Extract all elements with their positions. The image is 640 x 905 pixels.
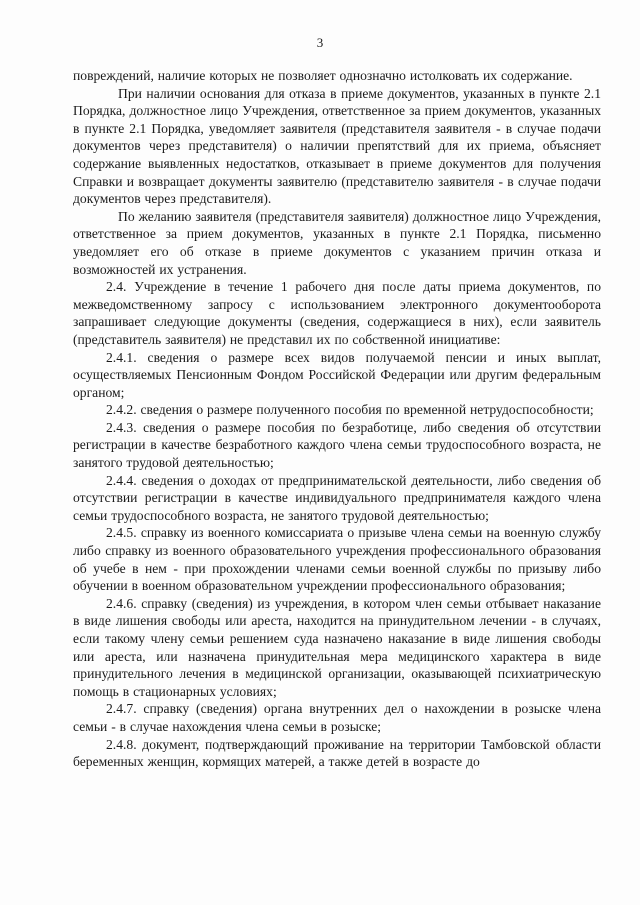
paragraph-2-4: 2.4. Учреждение в течение 1 рабочего дня после даты приема документов, по межведомственному запросу с использованием электронного документооборота запрашивает следующие документы (сведения, содержащиеся в них), если заявитель (представитель заявителя) не представил их по собственной инициативе: bbox=[73, 279, 601, 347]
paragraph-2-4-6: 2.4.6. справку (сведения) из учреждения, в котором член семьи отбывает наказание в виде лишения свободы или ареста, находится на принудительном лечении - в случаях, если такому члену семьи решением суда назначено наказание в виде лишения свободы или ареста, или назначена принудительная мера медицинского характера в виде принудительного лечения в медицинской организации, оказывающей психиатрическую помощь в стационарных условиях; bbox=[73, 595, 601, 699]
paragraph-refusal-grounds: При наличии основания для отказа в приеме документов, указанных в пункте 2.1 Порядка, должностное лицо Учреждения, ответственное за прием документов, указанных в пункте 2.1 Порядка, уведомляет заявителя (представителя заявителя - в случае подачи документов через представителя) о наличии препятствий для их приема, объясняет содержание выявленных недостатков, отказывает в приеме документов для получения Справки и возвращает документы заявителю (представителю заявителя - в случае подачи документов через представителя). bbox=[73, 85, 601, 207]
paragraph-2-4-8: 2.4.8. документ, подтверждающий проживание на территории Тамбовской области беременных женщин, кормящих матерей, а также детей в возрасте до bbox=[73, 736, 601, 770]
paragraph-2-4-5: 2.4.5. справку из военного комиссариата о призыве члена семьи на военную службу либо справку из военного образовательного учреждения профессионального образования об учебе в нем - при прохождении членами семьи военной службы по призыву либо обучении в военном образовательном учреждении профессионального образования; bbox=[73, 525, 601, 594]
paragraph-written-notice: По желанию заявителя (представителя заявителя) должностное лицо Учреждения, ответственное за прием документов, указанных в пункте 2.1 Порядка, письменно уведомляет его об отказе в приеме документов с указанием причин отказа и возможностей их устранения. bbox=[73, 208, 601, 277]
document-body bbox=[73, 67, 601, 771]
paragraph-2-4-3: 2.4.3. сведения о размере пособия по безработице, либо сведения об отсутствии регистрации в качестве безработного каждого члена семьи трудоспособного возраста, не занятого трудовой деятельностью; bbox=[73, 419, 601, 471]
paragraph-2-4-7: 2.4.7. справку (сведения) органа внутренних дел о нахождении в розыске члена семьи - в случае нахождения члена семьи в розыске; bbox=[73, 701, 601, 734]
paragraph-2-4-2: 2.4.2. сведения о размере полученного пособия по временной нетрудоспособности; bbox=[106, 402, 594, 418]
page-number: 3 bbox=[316, 35, 324, 50]
paragraph-2-4-4: 2.4.4. сведения о доходах от предпринимательской деятельности, либо сведения об отсутствии регистрации в качестве индивидуального предпринимателя каждого члена семьи трудоспособного возраста, не занятого трудовой деятельностью; bbox=[73, 472, 601, 523]
paragraph-2-4-1: 2.4.1. сведения о размере всех видов получаемой пенсии и иных выплат, осуществляемых Пенсионным Фондом Российской Федерации или другим федеральным органом; bbox=[73, 349, 601, 400]
paragraph-continuation: повреждений, наличие которых не позволяет однозначно истолковать их содержание. bbox=[73, 68, 573, 83]
